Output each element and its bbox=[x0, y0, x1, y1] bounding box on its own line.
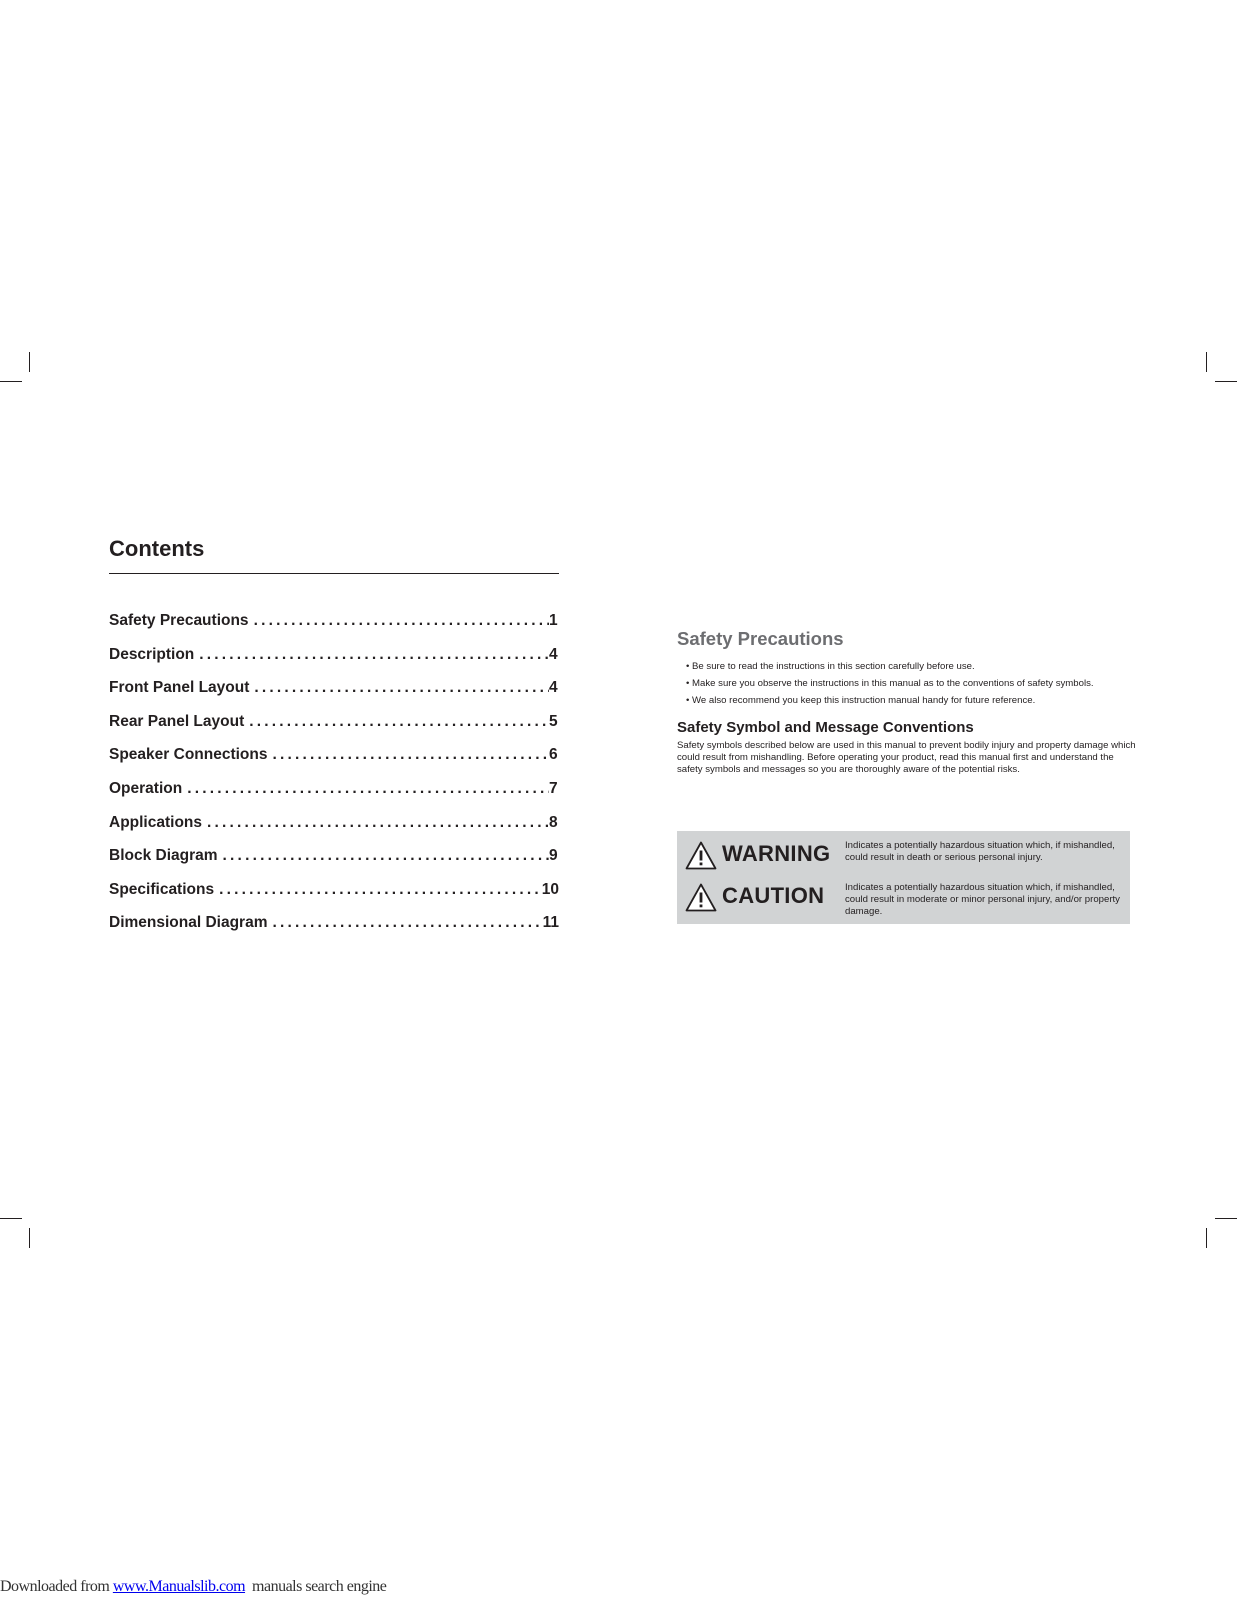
crop-mark bbox=[1206, 352, 1207, 372]
caution-triangle-icon bbox=[685, 883, 717, 912]
toc-leader-dots bbox=[244, 713, 549, 731]
toc-entry-label: Front Panel Layout bbox=[109, 679, 250, 697]
toc-entry-label: Block Diagram bbox=[109, 847, 218, 865]
crop-mark bbox=[29, 352, 30, 372]
toc-entry-label: Operation bbox=[109, 779, 183, 797]
toc-entry-label: Applications bbox=[109, 813, 203, 831]
toc-entry-page: 4 bbox=[549, 679, 558, 697]
toc-entry[interactable] bbox=[109, 746, 559, 780]
toc-leader-dots bbox=[194, 646, 549, 664]
conventions-text: Safety symbols described below are used in this manual to prevent bodily injury and property damage which could result from mishandling. Before operating your product, read this manual first and understand the safety symbols and messages so you are thoroughly aware of the potential risks. bbox=[677, 740, 1136, 776]
toc-entry-label: Dimensional Diagram bbox=[109, 914, 268, 932]
toc-entry-page: 4 bbox=[549, 645, 558, 663]
warning-row bbox=[685, 837, 1130, 877]
caution-label: CAUTION bbox=[722, 883, 825, 908]
toc-leader-dots bbox=[218, 847, 549, 865]
warning-description: Indicates a potentially hazardous situation which, if mishandled, could result in death or serious personal injury. bbox=[845, 840, 1115, 863]
toc-leader-dots bbox=[268, 914, 543, 932]
toc-entry[interactable] bbox=[109, 679, 559, 713]
footer-prefix: Downloaded from bbox=[0, 1578, 113, 1595]
toc-leader-dots bbox=[268, 746, 550, 764]
toc-entry-page: 10 bbox=[541, 880, 559, 898]
toc-entry[interactable] bbox=[109, 914, 559, 948]
toc-entry-label: Speaker Connections bbox=[109, 746, 268, 764]
caution-description: Indicates a potentially hazardous situation which, if mishandled, could result in moderate or minor personal injury, and/or property damage. bbox=[845, 882, 1120, 917]
caution-row bbox=[685, 879, 1130, 919]
warning-triangle-icon bbox=[685, 841, 717, 870]
toc-leader-dots bbox=[249, 679, 549, 697]
toc-entry-page: 6 bbox=[549, 746, 558, 764]
toc-entry-page: 7 bbox=[549, 779, 558, 797]
toc-entry-label: Description bbox=[109, 645, 195, 663]
toc-entry-page: 8 bbox=[549, 813, 558, 831]
toc-entry[interactable] bbox=[109, 646, 559, 680]
toc-leader-dots bbox=[249, 612, 549, 630]
toc-entry[interactable] bbox=[109, 881, 559, 915]
toc-entry[interactable] bbox=[109, 847, 559, 881]
toc-entry-page: 1 bbox=[549, 612, 558, 629]
crop-mark bbox=[1215, 381, 1237, 382]
crop-mark bbox=[1206, 1228, 1207, 1248]
toc-entry-page: 5 bbox=[549, 712, 558, 730]
toc-leader-dots bbox=[202, 814, 549, 832]
contents-title: Contents bbox=[109, 536, 205, 561]
toc-entry-page: 9 bbox=[549, 847, 558, 865]
toc-leader-dots bbox=[182, 780, 549, 798]
crop-mark bbox=[29, 1228, 30, 1248]
conventions-title: Safety Symbol and Message Conventions bbox=[677, 719, 974, 736]
safety-bullet-list bbox=[677, 658, 1147, 709]
toc-entry[interactable] bbox=[109, 814, 559, 848]
crop-mark bbox=[0, 1218, 22, 1219]
toc-entry[interactable] bbox=[109, 780, 559, 814]
toc-entry-label: Safety Precautions bbox=[109, 612, 249, 629]
toc-entry[interactable] bbox=[109, 713, 559, 747]
crop-mark bbox=[0, 381, 22, 382]
safety-bullet: • We also recommend you keep this instruction manual handy for future reference. bbox=[686, 695, 1036, 706]
contents-divider bbox=[109, 573, 559, 574]
crop-mark bbox=[1215, 1218, 1237, 1219]
download-footer bbox=[0, 1578, 386, 1596]
toc-entry[interactable] bbox=[109, 612, 559, 646]
safety-precautions-section bbox=[677, 628, 1147, 777]
toc-entry-page: 11 bbox=[542, 914, 559, 932]
warning-label: WARNING bbox=[722, 841, 831, 866]
safety-bullet: • Be sure to read the instructions in this section carefully before use. bbox=[686, 661, 975, 672]
safety-bullet: • Make sure you observe the instructions in this manual as to the conventions of safety symbols. bbox=[686, 678, 1094, 689]
safety-precautions-title: Safety Precautions bbox=[677, 628, 844, 649]
table-of-contents bbox=[109, 612, 559, 948]
footer-suffix: manuals search engine bbox=[245, 1578, 387, 1595]
toc-entry-label: Rear Panel Layout bbox=[109, 712, 245, 730]
signal-word-panel bbox=[677, 831, 1130, 924]
toc-leader-dots bbox=[214, 881, 542, 899]
manualslib-link[interactable]: www.Manualslib.com bbox=[112, 1578, 246, 1595]
toc-entry-label: Specifications bbox=[109, 880, 215, 898]
